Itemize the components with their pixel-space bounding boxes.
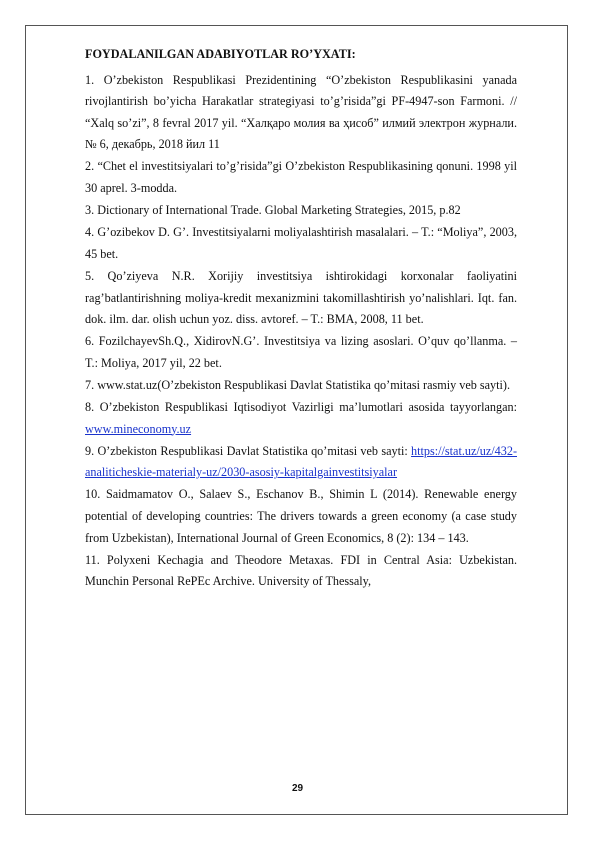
reference-item-7: 7. www.stat.uz(O’zbekiston Respublikasi Davlat Statistika qo’mitasi rasmiy veb sayti). <box>85 377 511 392</box>
mineconomy-link[interactable]: www.mineconomy.uz <box>85 421 192 436</box>
page-number: 29 <box>291 783 304 794</box>
reference-item-11: 11. Polyxeni Kechagia and Theodore Metaxas. FDI in Central Asia: Uzbekistan. Munchin Personal RePEc Archive. University of Thessaly, <box>85 552 517 589</box>
reference-item-4: 4. G’ozibekov D. G’. Investitsiyalarni moliyalashtirish masalalari. – T.: “Moliya”, 2003, 45 bet. <box>85 225 517 261</box>
reference-item-2: 2. “Chet el investitsiyalari to’g’risida”gi O’zbekiston Respublikasining qonuni. 1998 yil 30 aprel. 3-modda. <box>85 159 517 196</box>
reference-item-5: 5. Qo’ziyeva N.R. Xorijiy investitsiya ishtirokidagi korxonalar faoliyatini rag’batlantirishning moliya-kredit mexanizmini takomillashtirish yo’nalishlari. Iqt. fan. dok. ilm. dar. olish uchun yoz. diss. avtoref. – T.: BMA, 2008, 11 bet. <box>85 268 517 327</box>
reference-item-8: 8. O’zbekiston Respublikasi Iqtisodiyot Vazirligi ma’lumotlari asosida tayyorlangan: www.mineconomy.uz <box>85 400 517 436</box>
document-body <box>85 44 517 593</box>
reference-item-10: 10. Saidmamatov O., Salaev S., Eschanov B., Shimin L (2014). Renewable energy potential of developing countries: The drivers towards a green economy (a case study from Uzbekistan), International Journal of Green Economics, 8 (2): 134 – 143. <box>85 487 517 545</box>
reference-item-9: 9. O’zbekiston Respublikasi Davlat Statistika qo’mitasi veb sayti: https://stat.uz/uz/432-analiticheskie-materialy-uz/2030-asosiy-kapitalgainvestitsiyalar <box>85 443 517 480</box>
reference-item-3: 3. Dictionary of International Trade. Global Marketing Strategies, 2015, p.82 <box>85 203 461 218</box>
stat-uz-link[interactable]: https://stat.uz/uz/432-analiticheskie-materialy-uz/2030-asosiy-kapitalgainvestitsiyalar <box>85 443 517 480</box>
reference-item-1: 1. O’zbekiston Respublikasi Prezidentining “O’zbekiston Respublikasini yanada rivojlantirish bo’yicha Harakatlar strategiyasi to’g’risida”gi PF-4947-son Farmoni. // “Xalq so’zi”, 8 fevral 2017 yil. “Халқаро молия ва ҳисоб” илмий электрон журнали. № 6, декабрь, 2018 йил 11 <box>85 72 517 152</box>
references-heading: FOYDALANILGAN ADABIYOTLAR RO’YXATI: <box>85 47 356 61</box>
reference-item-6: 6. FozilchayevSh.Q., XidirovN.G’. Investitsiya va lizing asoslari. O’quv qo’llanma. – T.: Moliya, 2017 yil, 22 bet. <box>85 334 517 370</box>
